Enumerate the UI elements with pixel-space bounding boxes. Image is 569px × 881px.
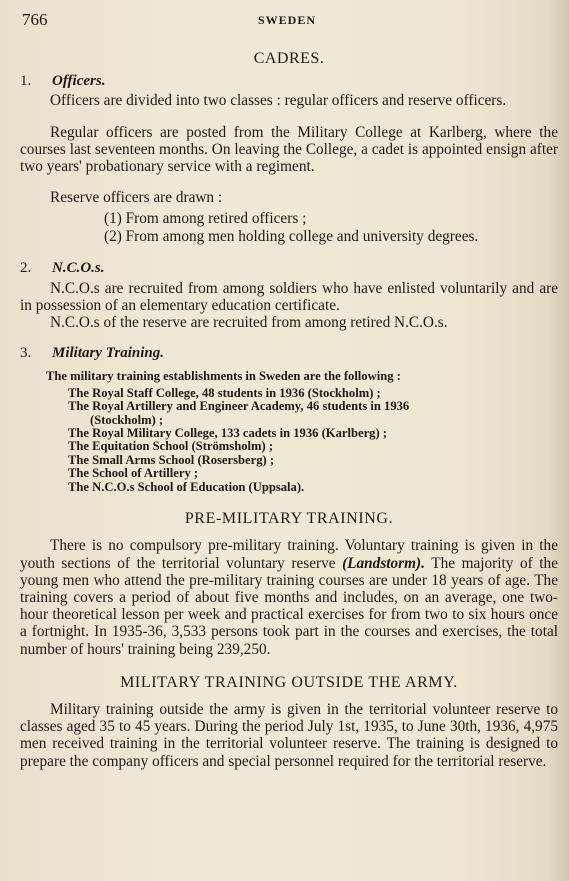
- subheading-text: N.C.O.s.: [52, 260, 105, 277]
- subheading-number: 3.: [20, 345, 32, 362]
- paragraph: N.C.O.s are recruited from among soldiers who have enlisted voluntarily and are in possession of an elementary education certificate.: [20, 279, 558, 314]
- running-head: SWEDEN: [257, 13, 316, 27]
- establishments-lead: The military training establishments in Sweden are the following :: [46, 369, 401, 384]
- paragraph-pre-military: [20, 537, 558, 657]
- section-title-pre-military: PRE-MILITARY TRAINING.: [184, 510, 394, 528]
- subheading-ncos: [20, 260, 558, 277]
- list-item: (1) From among retired officers ;: [104, 210, 307, 228]
- paragraph-text: The majority of the young men who attend the pre-military training courses are under 18 years of age. The training covers a period of about five months and includes, on an average, one two-hour theoretical lesson per week and practical exercises for from two to six hours once a fortnight. In 1935-36, 3,533 persons took part in the courses and exercises, the total number of hours' training being 239,250.: [20, 554, 558, 658]
- paragraph: Military training outside the army is given in the territorial volunteer reserve to classes aged 35 to 45 years. During the period July 1st, 1935, to June 30th, 1936, 4,975 men received training in the territorial volunteer reserve. The training is designed to prepare the company officers and special personnel required for the territorial reserve.: [20, 700, 558, 770]
- establishment-item: The School of Artillery ;: [68, 466, 199, 481]
- page-header: [22, 10, 552, 34]
- paragraph: Reserve officers are drawn :: [50, 189, 223, 207]
- subheading-officers: [20, 73, 558, 90]
- establishment-item: The Royal Staff College, 48 students in 1936 (Stockholm) ;: [68, 385, 381, 400]
- subheading-text: Officers.: [52, 73, 106, 90]
- page-number: 766: [22, 10, 48, 29]
- paragraph-text: There is no compulsory pre-military training. Voluntary training is given in the youth sections of the territorial voluntary reserve: [20, 537, 558, 572]
- subheading-number: 1.: [20, 73, 32, 90]
- establishment-item: The Small Arms School (Rosersberg) ;: [68, 452, 275, 467]
- section-title-cadres: CADRES.: [253, 50, 325, 67]
- establishment-item: The Royal Military College, 133 cadets in 1936 (Karlberg) ;: [68, 426, 387, 441]
- establishments-block: [20, 370, 558, 494]
- section-title-outside-army: MILITARY TRAINING OUTSIDE THE ARMY.: [120, 673, 458, 691]
- paragraph: N.C.O.s of the reserve are recruited from among retired N.C.O.s.: [50, 314, 448, 332]
- subheading-number: 2.: [20, 260, 32, 277]
- establishment-item: The Equitation School (Strömsholm) ;: [68, 439, 274, 454]
- subheading-military-training: [20, 345, 558, 362]
- subheading-text: Military Training.: [52, 345, 164, 362]
- list-item: (2) From among men holding college and university degrees.: [104, 228, 479, 246]
- establishment-item: The N.C.O.s School of Education (Uppsala).: [68, 479, 305, 494]
- foreign-term: (Landstorm).: [342, 554, 425, 572]
- paragraph: Officers are divided into two classes : regular officers and reserve officers.: [50, 92, 507, 110]
- paragraph: Regular officers are posted from the Military College at Karlberg, where the courses last seventeen months. On leaving the College, a cadet is appointed ensign after two years' probationary service with a regiment.: [20, 123, 558, 176]
- establishment-item-continuation: (Stockholm) ;: [90, 412, 164, 427]
- reserve-officers-list: [104, 210, 558, 246]
- document-body: [20, 50, 558, 770]
- establishment-item: The Royal Artillery and Engineer Academy, 46 students in 1936: [68, 399, 410, 414]
